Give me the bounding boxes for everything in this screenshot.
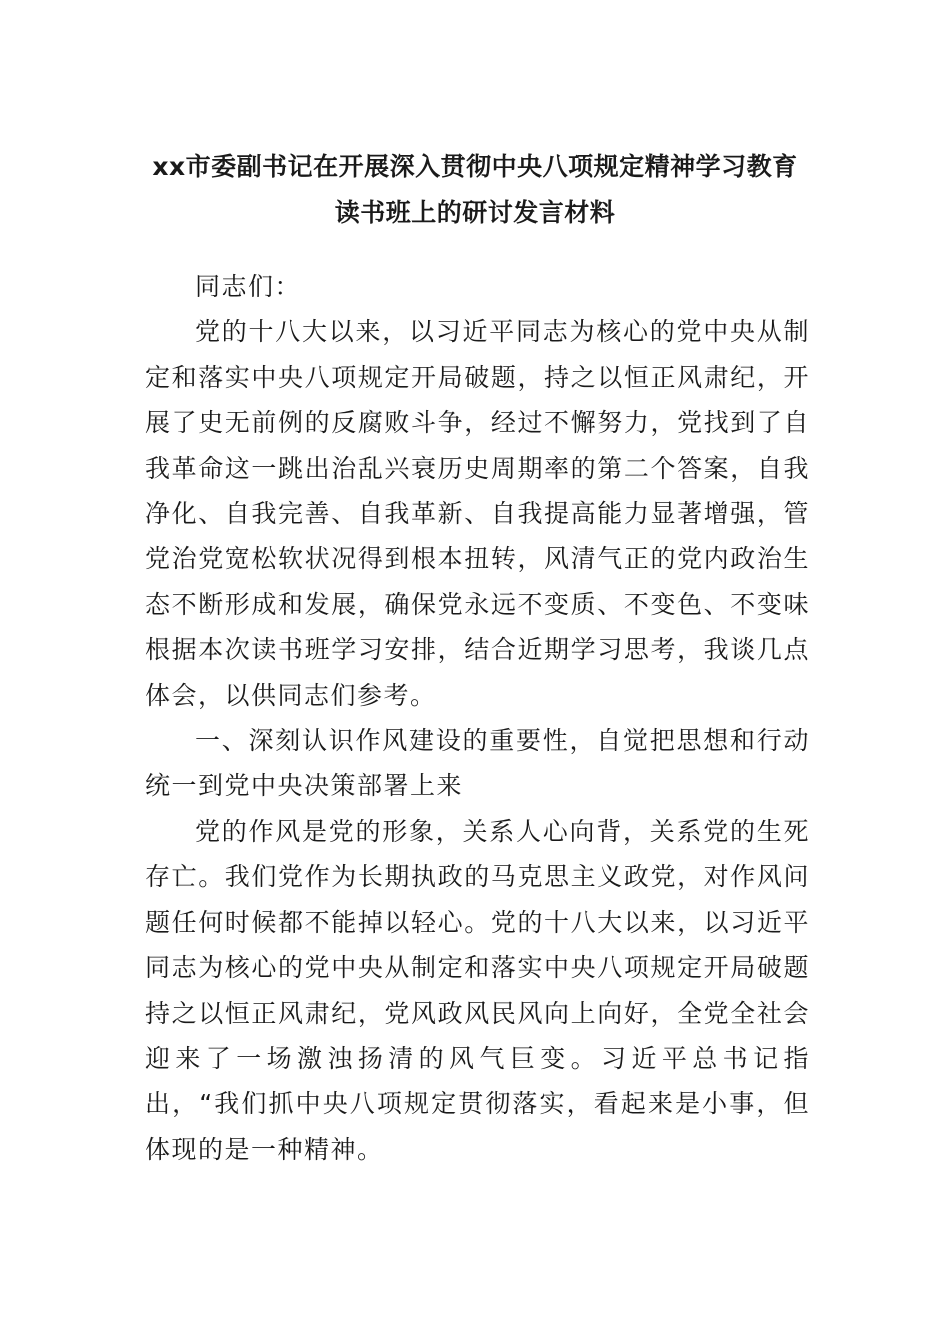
document-body: [145, 264, 810, 1172]
salutation: 同志们：: [195, 272, 302, 301]
document-title-line-1: xx市委副书记在开展深入贯彻中央八项规定精神学习教育: [152, 152, 798, 181]
document-title-line-2: 读书班上的研讨发言材料: [334, 198, 616, 227]
paragraph-intro: 党的十八大以来，以习近平同志为核心的党中央从制定和落实中央八项规定开局破题，持之以恒正风肃纪，开展了史无前例的反腐败斗争，经过不懈努力，党找到了自我革命这一跳出治乱兴衰历史周期率的第二个答案，自我净化、自我完善、自我革新、自我提高能力显著增强，管党治党宽松软状况得到根本扭转，风清气正的党内政治生态不断形成和发展，确保党永远不变质、不变色、不变味根据本次读书班学习安排，结合近期学习思考，我谈几点体会，以供同志们参考。: [145, 317, 810, 710]
section-heading-1: 一、深刻认识作风建设的重要性，自觉把思想和行动统一到党中央决策部署上来: [145, 726, 810, 801]
paragraph-section-1: 党的作风是党的形象，关系人心向背，关系党的生死存亡。我们党作为长期执政的马克思主义政党，对作风问题任何时候都不能掉以轻心。党的十八大以来，以习近平同志为核心的党中央从制定和落实中央八项规定开局破题持之以恒正风肃纪，党风政风民风向上向好，全党全社会迎来了一场激浊扬清的风气巨变。习近平总书记指出，“我们抓中央八项规定贯彻落实，看起来是小事，但体现的是一种精神。: [145, 816, 810, 1164]
